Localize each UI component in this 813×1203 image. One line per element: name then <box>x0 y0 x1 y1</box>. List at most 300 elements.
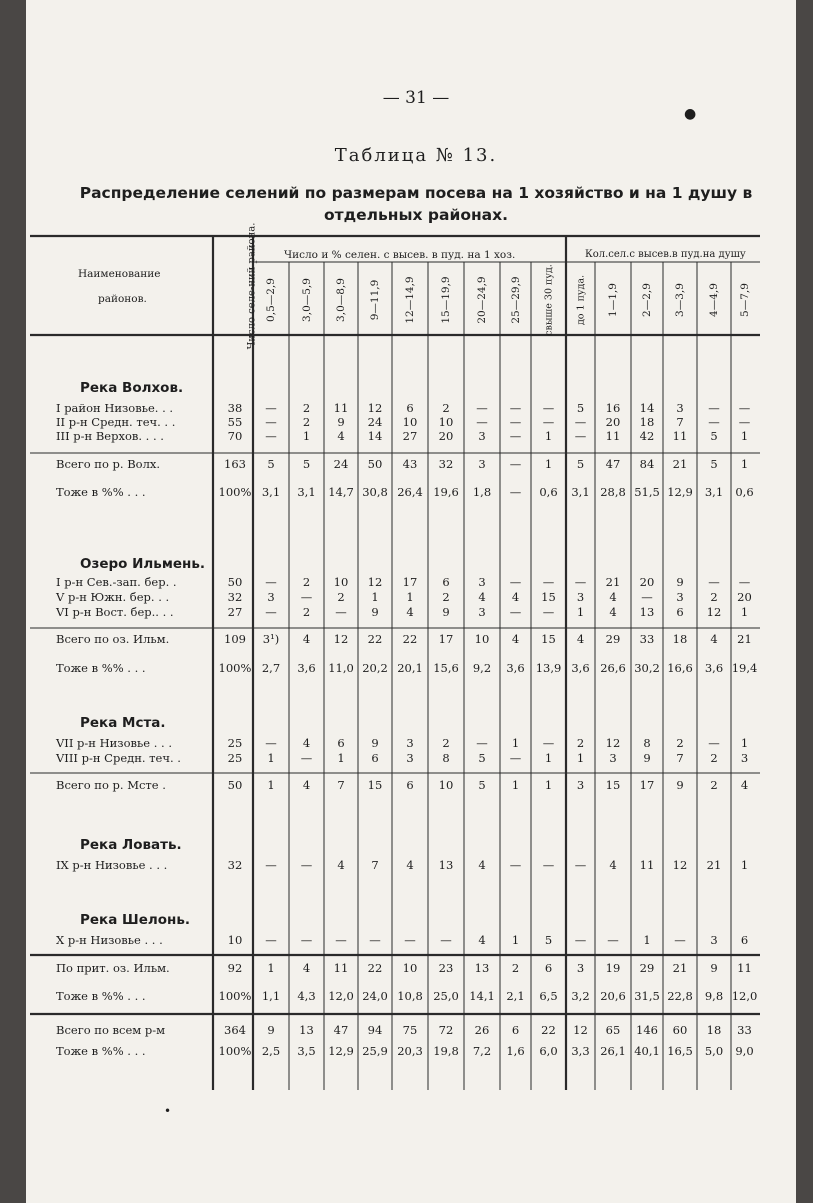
table-cell: — <box>265 933 277 947</box>
table-cell: 94 <box>367 1023 383 1037</box>
table-cell: 8 <box>643 736 651 750</box>
table-cell: 4 <box>302 736 311 750</box>
table-cell: 1 <box>544 429 553 443</box>
table-cell: 18 <box>639 415 655 429</box>
table-cell: 14 <box>639 401 655 415</box>
table-cell: 20,2 <box>362 661 388 675</box>
table-cell: 10 <box>438 778 454 792</box>
row-label: VI р-н Вост. бер.. . . <box>56 605 174 619</box>
table-cell: 146 <box>636 1023 658 1037</box>
table-cell: 1 <box>576 751 585 765</box>
table-cell: 2 <box>302 605 311 619</box>
table-cell: 13 <box>299 1023 314 1037</box>
column-header: до 1 пуда. <box>575 274 586 326</box>
cell-count: 100% <box>218 1044 252 1058</box>
table-cell: 2,1 <box>506 989 525 1003</box>
table-cell: 9 <box>676 575 684 589</box>
table-cell: — <box>265 736 277 750</box>
table-cell: — <box>476 415 488 429</box>
row-label: V р-н Южн. бер. . . <box>56 590 170 604</box>
table-cell: 4 <box>609 590 617 604</box>
table-cell: 3,1 <box>704 485 724 499</box>
column-header: 3,0—8,9 <box>335 278 347 322</box>
cell-count: 32 <box>227 858 243 872</box>
cell-count: 55 <box>227 415 243 429</box>
table-cell: 2 <box>337 590 345 604</box>
table-cell: 60 <box>672 1023 688 1037</box>
table-cell: 7 <box>371 858 379 872</box>
cell-count: 50 <box>227 778 243 792</box>
table-cell: 15 <box>367 778 383 792</box>
table-cell: — <box>509 401 522 415</box>
table-cell: 15 <box>541 632 556 646</box>
table-cell: — <box>440 933 452 947</box>
table-cell: 2 <box>710 751 718 765</box>
table-cell: — <box>335 605 347 619</box>
table-cell: 11 <box>639 858 655 872</box>
table-cell: 12 <box>367 401 383 415</box>
table-cell: — <box>708 401 720 415</box>
table-cell: 21 <box>672 961 688 975</box>
table-cell: 7 <box>676 415 684 429</box>
table-cell: 12,9 <box>667 485 693 499</box>
table-cell: 2 <box>676 736 684 750</box>
table-cell: 51,5 <box>634 485 660 499</box>
table-cell: 3 <box>406 751 414 765</box>
cell-count: 364 <box>224 1023 246 1037</box>
table-cell: 10 <box>402 415 418 429</box>
table-cell: 50 <box>367 457 383 471</box>
table-cell: 2 <box>442 590 450 604</box>
table-cell: 6 <box>371 751 379 765</box>
cell-count: 70 <box>227 429 243 443</box>
section-title-volkhov: Река Волхов. <box>80 380 184 396</box>
table-cell: — <box>542 575 555 589</box>
table-cell: 22,8 <box>667 989 693 1003</box>
column-header: 15—19,9 <box>440 276 452 324</box>
table-cell: 5 <box>710 457 718 471</box>
table-cell: 1,8 <box>472 485 492 499</box>
row-label: По прит. оз. Ильм. <box>56 961 170 975</box>
row-label: IX р-н Низовье . . . <box>56 858 168 872</box>
cell-count: 50 <box>227 575 243 589</box>
column-header: 3—3,9 <box>674 283 686 317</box>
table-cell: 26,4 <box>397 485 423 499</box>
table-cell: 11 <box>605 429 621 443</box>
table-cell: 3 <box>676 590 684 604</box>
table-cell: 4 <box>337 858 345 872</box>
column-header: 20—24,9 <box>476 276 488 324</box>
table-cell: 7 <box>676 751 684 765</box>
table-cell: 7,2 <box>472 1044 492 1058</box>
table-cell: 22 <box>402 632 418 646</box>
row-label: Тоже в %% . . . <box>56 661 146 675</box>
page-number: — 31 — <box>382 88 450 108</box>
table-cell: 6 <box>511 1023 520 1037</box>
row-label: I район Низовье. . . <box>56 401 174 415</box>
table-cell: 1 <box>740 858 749 872</box>
table-cell: — <box>574 415 587 429</box>
table-cell: 20,6 <box>600 989 626 1003</box>
table-cell: 5 <box>576 457 585 471</box>
table-cell: — <box>542 415 555 429</box>
table-cell: — <box>509 605 522 619</box>
table-cell: 9,0 <box>735 1044 754 1058</box>
row-label: Всего по р. Мсте . <box>56 778 166 792</box>
table-cell: — <box>708 736 720 750</box>
table-cell: 20,3 <box>397 1044 423 1058</box>
table-cell: 4 <box>478 590 486 604</box>
table-cell: 17 <box>438 632 454 646</box>
ink-mark: ● <box>684 106 697 122</box>
table-cell: 3,6 <box>704 661 724 675</box>
table-cell: 20 <box>737 590 752 604</box>
table-cell: 22 <box>367 632 383 646</box>
column-header: 25—29,9 <box>509 276 522 324</box>
table-cell: 4 <box>406 605 414 619</box>
table-cell: 30,2 <box>634 661 660 675</box>
row-label: II р-н Средн. теч. . . <box>56 415 176 429</box>
table-cell: 18 <box>706 1023 722 1037</box>
table-cell: — <box>509 751 522 765</box>
table-cell: 5 <box>267 457 275 471</box>
table-cell: 9 <box>676 778 684 792</box>
table-cell: 16 <box>605 401 621 415</box>
table-cell: 4 <box>511 590 520 604</box>
header-count-column: Число селе-ний района. <box>246 222 258 350</box>
table-cell: 19,4 <box>731 661 758 675</box>
table-cell: 65 <box>605 1023 621 1037</box>
section-title-ilmen: Озеро Ильмень. <box>80 556 206 572</box>
table-cell: 30,8 <box>362 485 388 499</box>
table-cell: 19,8 <box>433 1044 459 1058</box>
table-cell: 3¹) <box>262 632 280 646</box>
table-cell: — <box>265 605 277 619</box>
table-cell: 1 <box>740 429 749 443</box>
table-cell: 5 <box>302 457 311 471</box>
table-cell: 6 <box>442 575 450 589</box>
table-cell: 1 <box>406 590 414 604</box>
table-cell: 17 <box>402 575 418 589</box>
table-cell: 2 <box>710 778 718 792</box>
table-cell: 11 <box>672 429 688 443</box>
table-cell: 33 <box>737 1023 752 1037</box>
cell-count: 109 <box>224 632 246 646</box>
table-cell: 26,1 <box>600 1044 626 1058</box>
table-cell: 2 <box>576 736 585 750</box>
table-cell: 4 <box>302 961 311 975</box>
table-cell: 20 <box>438 429 454 443</box>
table-cell: 1 <box>371 590 379 604</box>
row-label: Тоже в %% . . . <box>56 1044 146 1058</box>
table-cell: 12,9 <box>328 1044 354 1058</box>
table-cell: — <box>335 933 347 947</box>
row-label: I р-н Сев.-зап. бер. . <box>56 575 177 589</box>
table-cell: 4 <box>302 778 311 792</box>
table-cell: 10 <box>333 575 349 589</box>
table-cell: — <box>574 429 587 443</box>
table-cell: 21 <box>706 858 722 872</box>
cell-count: 10 <box>227 933 243 947</box>
table-cell: 3,6 <box>571 661 590 675</box>
table-cell: 72 <box>438 1023 454 1037</box>
table-cell: 3 <box>740 751 749 765</box>
table-cell: — <box>738 401 751 415</box>
table-cell: 4 <box>740 778 749 792</box>
table-cell: — <box>674 933 686 947</box>
table-cell: 12 <box>706 605 722 619</box>
table-cell: 22 <box>541 1023 556 1037</box>
table-cell: 9 <box>710 961 718 975</box>
column-header: 3,0—5,9 <box>300 278 313 322</box>
document-page <box>26 0 796 1203</box>
table-cell: 3 <box>478 605 486 619</box>
header-name-line-2: районов. <box>98 293 147 305</box>
table-cell: 47 <box>333 1023 349 1037</box>
table-cell: 19,6 <box>433 485 459 499</box>
row-label: X р-н Низовье . . . <box>56 933 163 947</box>
table-cell: — <box>476 401 488 415</box>
table-cell: 1 <box>511 778 520 792</box>
table-cell: 23 <box>438 961 454 975</box>
table-cell: 9 <box>371 605 379 619</box>
table-cell: 1 <box>267 961 275 975</box>
table-cell: 14,7 <box>328 485 354 499</box>
table-cell: 9 <box>267 1023 275 1037</box>
table-cell: — <box>708 575 720 589</box>
row-label: Тоже в %% . . . <box>56 989 146 1003</box>
column-header: свыше 30 пуд. <box>543 264 554 336</box>
table-cell: 12 <box>367 575 383 589</box>
table-cell: 47 <box>605 457 621 471</box>
table-cell: 15 <box>605 778 621 792</box>
table-cell: 18 <box>672 632 688 646</box>
cell-count: 32 <box>227 590 243 604</box>
table-cell: 12 <box>605 736 621 750</box>
table-cell: 4 <box>710 632 718 646</box>
table-cell: 9,2 <box>472 661 492 675</box>
table-cell: — <box>300 933 313 947</box>
table-cell: 6 <box>406 401 414 415</box>
table-cell: 13,9 <box>535 661 562 675</box>
table-cell: 10 <box>438 415 454 429</box>
table-cell: 29 <box>639 961 655 975</box>
table-cell: 3 <box>478 457 486 471</box>
section-title-msta: Река Мста. <box>80 715 166 731</box>
table-cell: 16,6 <box>667 661 693 675</box>
table-cell: 15,6 <box>433 661 459 675</box>
table-cell: 3,3 <box>571 1044 590 1058</box>
table-cell: 14,1 <box>469 989 495 1003</box>
table-cell: 3 <box>576 778 585 792</box>
section-title-shelon: Река Шелонь. <box>80 912 191 928</box>
table-cell: 1,6 <box>506 1044 525 1058</box>
column-header: 4—4,9 <box>708 283 720 317</box>
header-group-per-soul: Кол.сел.с высев.в пуд.на душу <box>585 249 746 260</box>
table-cell: 26,6 <box>600 661 626 675</box>
table-cell: 4 <box>406 858 414 872</box>
table-cell: 12 <box>333 632 349 646</box>
table-cell: 2 <box>302 415 311 429</box>
table-cell: 1 <box>267 751 275 765</box>
table-cell: 21 <box>605 575 621 589</box>
row-label: Тоже в %% . . . <box>56 485 146 499</box>
table-cell: 1 <box>544 457 553 471</box>
table-cell: 4 <box>576 632 585 646</box>
row-label: Всего по оз. Ильм. <box>56 632 170 646</box>
table-cell: 40,1 <box>634 1044 660 1058</box>
title-line-2: отдельных районах. <box>323 206 509 224</box>
table-cell: 8 <box>442 751 450 765</box>
table-cell: — <box>300 590 313 604</box>
table-cell: — <box>574 858 587 872</box>
table-cell: — <box>607 933 619 947</box>
table-cell: 9 <box>371 736 379 750</box>
table-cell: 3 <box>478 575 486 589</box>
table-cell: 1,1 <box>261 989 281 1003</box>
table-cell: 3 <box>576 961 585 975</box>
table-cell: 3,1 <box>571 485 590 499</box>
table-cell: — <box>300 751 313 765</box>
table-cell: 1 <box>643 933 651 947</box>
table-cell: 0,6 <box>735 485 754 499</box>
table-cell: 19 <box>605 961 621 975</box>
table-cell: 3 <box>676 401 684 415</box>
table-cell: 11 <box>333 961 349 975</box>
table-cell: 10 <box>402 961 418 975</box>
table-cell: 7 <box>337 778 345 792</box>
row-label: Всего по р. Волх. <box>56 457 161 471</box>
table-cell: — <box>509 457 522 471</box>
table-cell: 2 <box>511 961 520 975</box>
table-cell: 0,6 <box>539 485 558 499</box>
table-cell: 26 <box>474 1023 490 1037</box>
table-cell: 20,1 <box>397 661 423 675</box>
table-cell: 1 <box>267 778 275 792</box>
table-cell: 24,0 <box>362 989 388 1003</box>
table-cell: 3,6 <box>506 661 525 675</box>
table-cell: — <box>476 736 488 750</box>
table-cell: 9 <box>337 415 345 429</box>
cell-count: 25 <box>227 736 243 750</box>
table-cell: — <box>574 933 587 947</box>
table-cell: 1 <box>740 736 749 750</box>
table-cell: 5 <box>710 429 718 443</box>
table-cell: 20 <box>605 415 621 429</box>
table-cell: 16,5 <box>667 1044 693 1058</box>
table-cell: 25,0 <box>433 989 459 1003</box>
table-cell: — <box>738 575 751 589</box>
table-cell: 6 <box>337 736 345 750</box>
table-cell: — <box>708 415 720 429</box>
table-cell: 15 <box>541 590 556 604</box>
table-cell: 6 <box>740 933 749 947</box>
table-cell: 5,0 <box>704 1044 724 1058</box>
cell-count: 100% <box>218 989 252 1003</box>
column-header: 1—1,9 <box>607 283 619 317</box>
table-cell: 1 <box>511 933 520 947</box>
table-cell: 24 <box>333 457 349 471</box>
table-cell: 6,5 <box>539 989 558 1003</box>
table-cell: — <box>300 858 313 872</box>
table-cell: 75 <box>402 1023 418 1037</box>
table-cell: — <box>542 736 555 750</box>
table-cell: — <box>509 429 522 443</box>
table-cell: 4 <box>511 632 520 646</box>
cell-count: 25 <box>227 751 243 765</box>
header-group-per-household: Число и % селен. с высев. в пуд. на 1 хоз. <box>284 249 516 261</box>
table-cell: — <box>265 575 277 589</box>
table-cell: 22 <box>367 961 383 975</box>
table-cell: 1 <box>576 605 585 619</box>
table-cell: 3 <box>710 933 718 947</box>
table-cell: 3,2 <box>571 989 590 1003</box>
table-cell: 29 <box>605 632 621 646</box>
table-cell: — <box>509 575 522 589</box>
table-cell: 9 <box>442 605 450 619</box>
table-cell: — <box>641 590 653 604</box>
table-cell: 1 <box>740 605 749 619</box>
cell-count: 100% <box>218 661 252 675</box>
table-cell: 10 <box>474 632 490 646</box>
cell-count: 92 <box>227 961 243 975</box>
table-cell: 17 <box>639 778 655 792</box>
table-cell: — <box>509 415 522 429</box>
table-cell: 25,9 <box>362 1044 388 1058</box>
table-cell: 12 <box>672 858 688 872</box>
table-cell: 9 <box>643 751 651 765</box>
table-cell: 1 <box>544 751 553 765</box>
table-cell: 1 <box>511 736 520 750</box>
table-cell: 33 <box>639 632 655 646</box>
table-cell: 20 <box>639 575 655 589</box>
table-cell: 43 <box>402 457 418 471</box>
table-cell: 13 <box>474 961 490 975</box>
table-cell: 10,8 <box>397 989 423 1003</box>
column-header: 5—7,9 <box>738 283 751 317</box>
table-cell: — <box>509 858 522 872</box>
table-cell: 3 <box>406 736 414 750</box>
table-cell: — <box>574 575 587 589</box>
table-cell: 13 <box>639 605 655 619</box>
table-cell: 3,5 <box>297 1044 316 1058</box>
table-cell: 21 <box>737 632 752 646</box>
table-cell: — <box>542 858 555 872</box>
table-cell: 84 <box>639 457 655 471</box>
table-cell: — <box>509 485 522 499</box>
column-header: 0,5—2,9 <box>265 278 277 322</box>
table-cell: 4 <box>478 858 486 872</box>
table-cell: 6,0 <box>539 1044 558 1058</box>
table-cell: 32 <box>438 457 454 471</box>
table-cell: 1 <box>544 778 553 792</box>
table-cell: — <box>265 415 277 429</box>
table-cell: — <box>265 401 277 415</box>
table-cell: — <box>369 933 381 947</box>
table-cell: 2 <box>302 401 311 415</box>
section-title-lovat: Река Ловать. <box>80 837 182 853</box>
header-name-line-1: Наименование <box>78 268 161 280</box>
table-cell: — <box>542 605 555 619</box>
table-cell: — <box>738 415 751 429</box>
table-cell: 6 <box>544 961 553 975</box>
table-cell: 6 <box>676 605 684 619</box>
table-cell: 4 <box>609 605 617 619</box>
table-cell: 1 <box>337 751 345 765</box>
table-cell: 3,6 <box>297 661 316 675</box>
column-header: 2—2,9 <box>641 283 653 317</box>
table-cell: 5 <box>576 401 585 415</box>
